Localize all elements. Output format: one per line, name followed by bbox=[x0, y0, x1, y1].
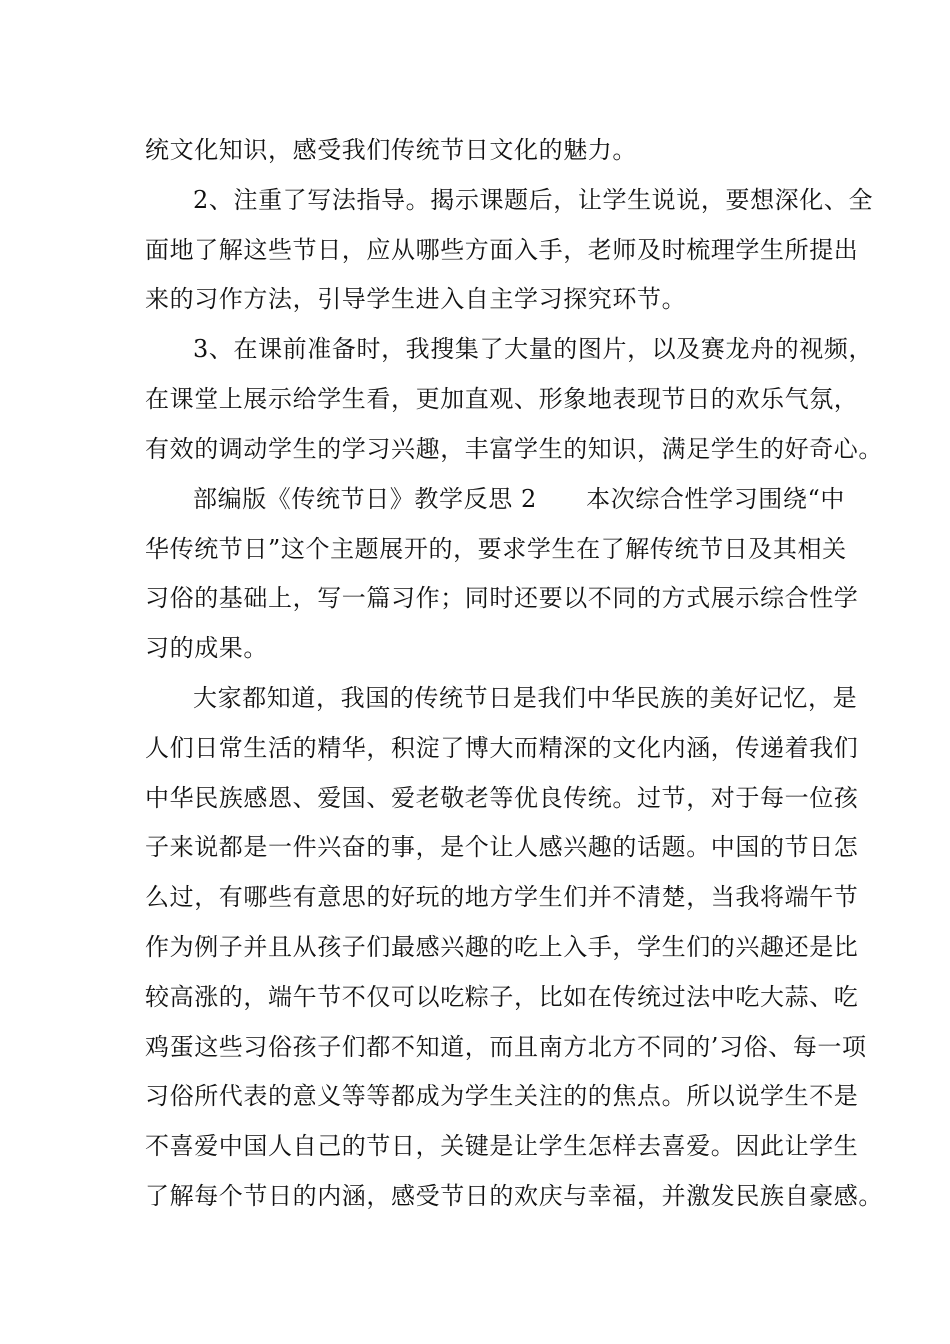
text-line: 在课堂上展示给学生看，更加直观、形象地表现节日的欢乐气氛， bbox=[145, 385, 859, 413]
paragraph-first-line: 3、在课前准备时，我搜集了大量的图片，以及赛龙舟的视频， bbox=[193, 335, 874, 363]
text-line: 面地了解这些节日，应从哪些方面入手，老师及时梳理学生所提出 bbox=[145, 236, 859, 264]
text-line: 习俗所代表的意义等等都成为学生关注的的焦点。所以说学生不是 bbox=[145, 1082, 859, 1110]
text-line: 作为例子并且从孩子们最感兴趣的吃上入手，学生们的兴趣还是比 bbox=[145, 933, 859, 961]
text-line: 较高涨的，端午节不仅可以吃粽子，比如在传统过法中吃大蒜、吃 bbox=[145, 983, 859, 1011]
text-line: 中华民族感恩、爱国、爱老敬老等优良传统。过节，对于每一位孩 bbox=[145, 784, 859, 812]
text-line: 习的成果。 bbox=[145, 634, 268, 662]
text-line: 华传统节日”这个主题展开的，要求学生在了解传统节日及其相关 bbox=[145, 535, 847, 563]
text-line: 有效的调动学生的学习兴趣，丰富学生的知识，满足学生的好奇心。 bbox=[145, 435, 883, 463]
text-line: 统文化知识，感受我们传统节日文化的魅力。 bbox=[145, 136, 637, 164]
text-line: 不喜爱中国人自己的节日，关键是让学生怎样去喜爱。因此让学生 bbox=[145, 1132, 859, 1160]
text-line: 来的习作方法，引导学生进入自主学习探究环节。 bbox=[145, 285, 687, 313]
text-line: 子来说都是一件兴奋的事，是个让人感兴趣的话题。中国的节日怎 bbox=[145, 833, 859, 861]
text-line: 习俗的基础上，写一篇习作；同时还要以不同的方式展示综合性学 bbox=[145, 584, 859, 612]
text-line: 人们日常生活的精华，积淀了博大而精深的文化内涵，传递着我们 bbox=[145, 734, 859, 762]
text-line: 鸡蛋这些习俗孩子们都不知道，而且南方北方不同的’习俗、每一项 bbox=[145, 1033, 867, 1061]
text-line: 么过，有哪些有意思的好玩的地方学生们并不清楚，当我将端午节 bbox=[145, 883, 859, 911]
paragraph-first-line: 2、注重了写法指导。揭示课题后，让学生说说，要想深化、全 bbox=[193, 186, 874, 214]
text-line: 了解每个节日的内涵，感受节日的欢庆与幸福，并激发民族自豪感。 bbox=[145, 1182, 883, 1210]
section-heading-line: 部编版《传统节日》教学反思 2 本次综合性学习围绕“中 bbox=[193, 485, 845, 513]
paragraph-first-line: 大家都知道，我国的传统节日是我们中华民族的美好记忆，是 bbox=[193, 684, 858, 712]
